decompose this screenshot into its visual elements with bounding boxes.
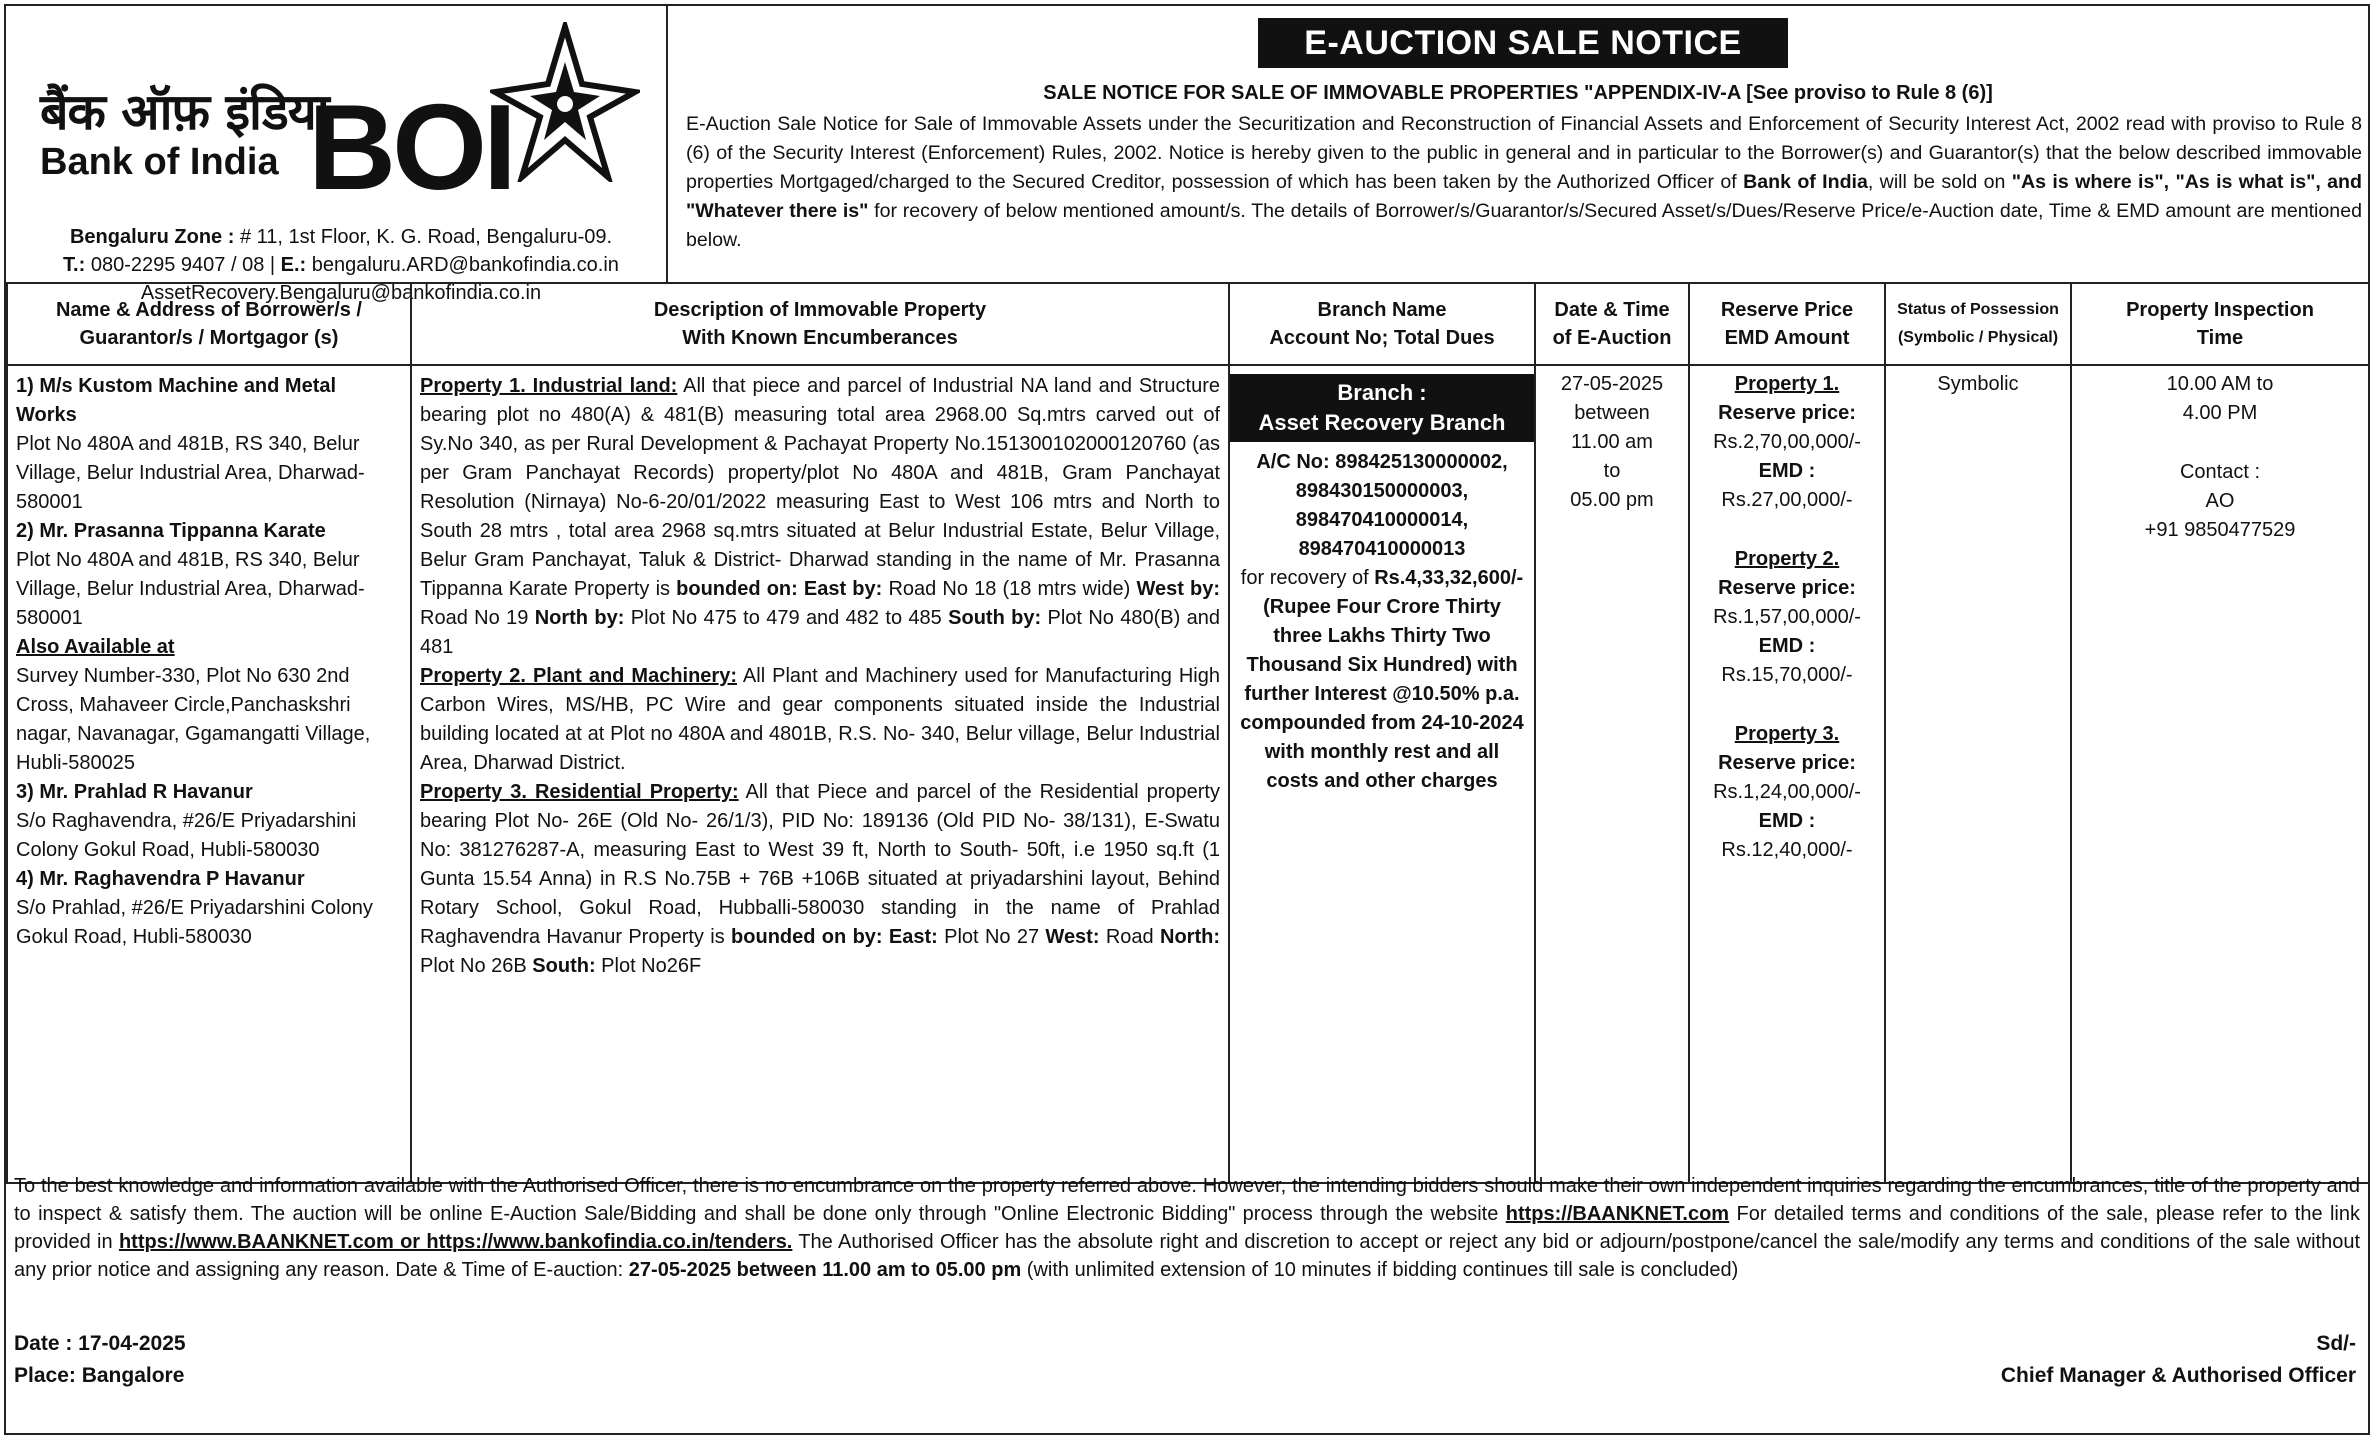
property-3-text: All that Piece and parcel of the Residential property bearing Plot No- 26E (Old No- 26/1/3), PID No: 189136 (Old PID No- 38/131), E-Swatu No: 381276287-A, measuring East to West 39 ft, North to South- 50ft, i.e 1950 sq.ft (1 Gunta 15.54 Anna) in R.S No.75B + 76B +106B situated at priyadarshini layout, Behind Rotary School, Gokul Road, Hubballi-580030 standing in the name of Prahlad Raghavendra Havanur Property is — [420, 781, 1220, 948]
branch-name: Asset Recovery Branch — [1258, 410, 1506, 435]
auction-end-time: 05.00 pm — [1570, 489, 1654, 511]
email-address: bengaluru.ARD@bankofindia.co.in — [311, 254, 619, 276]
auction-to: to — [1603, 460, 1621, 482]
property-1-south: Plot No 480(B) and 481 — [420, 607, 1220, 658]
bank-name-hindi: बैंक ऑफ़ इंडिया — [40, 83, 329, 141]
header-property-l2: With Known Encumberances — [682, 327, 958, 349]
emd-p1-label: EMD : — [1758, 460, 1816, 482]
header-borrowers: Name & Address of Borrower/s / Guarantor/s / Mortgagor (s) — [7, 283, 411, 365]
recovery-prefix: for recovery of — [1240, 567, 1375, 589]
table-header-row — [7, 283, 2369, 365]
table-row — [7, 365, 2369, 1183]
reserve-p2-label: Reserve price: — [1718, 577, 1856, 599]
intro-terms: "As is where is", "As is what is", and "Whatever there is" — [686, 171, 2362, 222]
property-3-south-label: South: — [532, 955, 596, 977]
header-branch-l1: Branch Name — [1317, 299, 1447, 321]
emd-p3-label: EMD : — [1758, 810, 1816, 832]
borrower-4-address: S/o Prahlad, #26/E Priyadarshini Colony Gokul Road, Hubli-580030 — [16, 897, 373, 948]
email-label: E.: — [280, 254, 307, 276]
baanknet-link[interactable]: https://BAANKNET.com — [1505, 1203, 1730, 1225]
property-1-text: All that piece and parcel of Industrial NA land and Structure bearing plot no 480(A) & 481(B) measuring total area 2968.00 Sq.mtrs carved out of Sy.No 340, as per Rural Development & Pachayat Property No.151300102000120760 (as per Gram Panchayat Records) property/plot No 480A and 481B, Gram Panchayat Resolution (Nirnaya) No-6-20/01/2022 measuring East to West 106 mtrs and North to South 28 mtrs , total area 2968 sq.mtrs situated at Belur Industrial Estate, Belur Village, Belur Gram Panchayat, Taluk & District- Dharwad standing in the name of Mr. Prasanna Tippanna Karate Property is — [420, 375, 1220, 600]
property-3-west: Road — [1099, 926, 1160, 948]
borrower-2-address: Plot No 480A and 481B, RS 340, Belur Village, Belur Industrial Area, Dharwad- 580001 — [16, 549, 365, 629]
recovery-amount: Rs.4,33,32,600/- (Rupee Four Crore Thirty three Lakhs Thirty Two Thousand Six Hundred) with further Interest @10.50% p.a. compounded from 24-10-2024 with monthly rest and all costs and other charges — [1240, 567, 1524, 792]
borrower-1-name: 1) M/s Kustom Machine and Metal Works — [16, 375, 337, 426]
footer-auction-datetime: 27-05-2025 between 11.00 am to 05.00 pm — [628, 1259, 1022, 1281]
reserve-p2-price: Rs.1,57,00,000/- — [1713, 606, 1861, 628]
auction-date: 27-05-2025 — [1560, 373, 1664, 395]
header-inspection-l2: Time — [2196, 327, 2244, 349]
reserve-p3-title: Property 3. — [1734, 723, 1840, 745]
account-numbers — [1238, 448, 1526, 564]
property-1-west: Road No 19 — [420, 607, 535, 629]
auction-start-time: 11.00 am — [1571, 431, 1653, 453]
reserve-p1-label: Reserve price: — [1718, 402, 1856, 424]
property-1-east: Road No 18 (18 mtrs wide) — [882, 578, 1137, 600]
branch-cell — [1229, 365, 1535, 1183]
zone-address: # 11, 1st Floor, K. G. Road, Bengaluru-09. — [239, 226, 613, 248]
header-property-l1: Description of Immovable Property — [653, 299, 987, 321]
notice-subtitle: SALE NOTICE FOR SALE OF IMMOVABLE PROPERTIES "APPENDIX-IV-A [See proviso to Rule 8 (6)] — [1043, 82, 1993, 104]
header-possession — [1885, 283, 2071, 365]
also-available-label: Also Available at — [16, 636, 175, 658]
property-cell — [411, 365, 1229, 1183]
tel-label: T.: — [63, 254, 86, 276]
borrower-1-address: Plot No 480A and 481B, RS 340, Belur Village, Belur Industrial Area, Dharwad- 580001 — [16, 433, 365, 513]
branch-label: Branch : — [1337, 380, 1427, 405]
emd-p2-label: EMD : — [1758, 635, 1816, 657]
zone-label: Bengaluru Zone : — [69, 226, 235, 248]
reserve-p3-label: Reserve price: — [1718, 752, 1856, 774]
intro-text-1: E-Auction Sale Notice for Sale of Immovable Assets under the Securitization and Reconstruction of Financial Assets and Enforcement of Security Interest Act, 2002 read with proviso to Rule 8 (6) of the Security Interest (Enforcement) Rules, 2002. Notice is hereby given to the public in general and in particular to the Borrower(s) and Guarantor(s) that the below described immovable properties Mortgaged/charged to the Secured Creditor, possession of which has been taken by the Authorized Officer of — [686, 113, 2362, 193]
signature-block — [2001, 1328, 2356, 1392]
inspection-time-l1: 10.00 AM to — [2166, 373, 2274, 395]
property-3-south: Plot No26F — [595, 955, 702, 977]
header-possession-l1: Status of Possession — [1897, 301, 2059, 318]
property-1-west-label: West by: — [1136, 578, 1220, 600]
notice-header — [6, 6, 2368, 304]
contact-phone: +91 9850477529 — [2144, 519, 2296, 541]
borrowers-cell — [7, 365, 411, 1183]
property-1-south-label: South by: — [948, 607, 1042, 629]
contact-name: AO — [2205, 490, 2235, 512]
total-dues — [1238, 564, 1526, 796]
account-no-3: 898470410000014, — [1295, 509, 1469, 531]
intro-text-2: , will be sold on — [1867, 171, 2012, 193]
notice-place: Place: Bangalore — [14, 1364, 185, 1387]
property-3-north: Plot No 26B — [420, 955, 533, 977]
notice-title-block — [668, 6, 2368, 282]
star-logo-icon — [490, 22, 640, 182]
reserve-p3-price: Rs.1,24,00,000/- — [1713, 781, 1861, 803]
property-3-label: Property 3. Residential Property: — [420, 781, 739, 803]
notice-title: E-AUCTION SALE NOTICE — [1258, 18, 1788, 68]
bank-logo-block — [6, 6, 668, 304]
footer-text-4: (with unlimited extension of 10 minutes if bidding continues till sale is concluded) — [1021, 1259, 1739, 1281]
auction-between: between — [1574, 402, 1650, 424]
emd-p2-amount: Rs.15,70,000/- — [1721, 664, 1853, 686]
contact-label: Contact : — [2179, 461, 2261, 483]
header-branch-l2: Account No; Total Dues — [1269, 327, 1495, 349]
borrower-2-name: 2) Mr. Prasanna Tippanna Karate — [16, 520, 326, 542]
reserve-p1-title: Property 1. — [1734, 373, 1840, 395]
header-reserve-l2: EMD Amount — [1724, 327, 1850, 349]
property-table — [6, 282, 2370, 1184]
header-property — [411, 283, 1229, 365]
reserve-price-cell — [1689, 365, 1885, 1183]
branch-name-box — [1230, 374, 1534, 442]
header-possession-l2: (Symbolic / Physical) — [1897, 329, 2059, 346]
reserve-p2-title: Property 2. — [1734, 548, 1840, 570]
borrower-3-name: 3) Mr. Prahlad R Havanur — [16, 781, 253, 803]
property-2-label: Property 2. Plant and Machinery: — [420, 665, 737, 687]
property-3-north-label: North: — [1160, 926, 1220, 948]
inspection-cell — [2071, 365, 2369, 1183]
email-address-2: AssetRecovery.Bengaluru@bankofindia.co.in — [140, 282, 542, 304]
inspection-time-l2: 4.00 PM — [2182, 402, 2258, 424]
account-no-1: A/C No: 898425130000002, — [1256, 451, 1508, 473]
property-3-west-label: West: — [1045, 926, 1100, 948]
terms-footer — [14, 1172, 2360, 1284]
property-3-east: Plot No 27 — [937, 926, 1046, 948]
terms-links[interactable]: https://www.BAANKNET.com or https://www.bankofindia.co.in/tenders. — [118, 1231, 793, 1253]
signature: Sd/- — [2316, 1332, 2356, 1355]
sale-notice — [4, 4, 2370, 1435]
date-place — [14, 1328, 186, 1392]
property-3-bounded: bounded on by: East: — [731, 926, 938, 948]
footer-text-1: To the best knowledge and information available with the Authorised Officer, there is no encumbrance on the property referred above. However, the intending bidders should make their own independent inquiries regarding the encumbrances, title of the property and to inspect & satisfy them. The auction will be online E-Auction Sale/Bidding and shall be done only through "Online Electronic Bidding" process through the website — [14, 1175, 2360, 1225]
header-reserve-l1: Reserve Price — [1720, 299, 1854, 321]
property-1-north-label: North by: — [534, 607, 625, 629]
header-inspection-l1: Property Inspection — [2126, 299, 2314, 321]
header-auction-date — [1535, 283, 1689, 365]
possession-status: Symbolic — [1937, 373, 2019, 395]
header-inspection — [2071, 283, 2369, 365]
footer-text-3: The Authorised Officer has the absolute right and discretion to accept or reject any bid or adjourn/postpone/cancel the sale/modify any terms and conditions of the sale without any prior notice and assigning any reason. Date & Time of E-auction: — [14, 1231, 2361, 1281]
possession-cell — [1885, 365, 2071, 1183]
reserve-p1-price: Rs.2,70,00,000/- — [1713, 431, 1861, 453]
intro-bank: Bank of India — [1743, 171, 1868, 193]
notice-date: Date : 17-04-2025 — [14, 1332, 186, 1355]
borrower-3-address: S/o Raghavendra, #26/E Priyadarshini Colony Gokul Road, Hubli-580030 — [16, 810, 357, 861]
notice-intro — [686, 110, 2362, 255]
emd-p1-amount: Rs.27,00,000/- — [1721, 489, 1853, 511]
property-1-label: Property 1. Industrial land: — [420, 375, 678, 397]
header-auction-l1: Date & Time — [1554, 299, 1670, 321]
auction-date-cell — [1535, 365, 1689, 1183]
borrower-4-name: 4) Mr. Raghavendra P Havanur — [16, 868, 305, 890]
property-2-text: All Plant and Machinery used for Manufacturing High Carbon Wires, MS/HB, PC Wire and gear components situated inside the Industrial building located at at Plot no 480A and 4801B, R.S. No- 340, Belur village, Belur Industrial Area, Dharwad District. — [420, 665, 1220, 774]
footer-text-2: For detailed terms and conditions of the sale, please refer to the link provided in — [14, 1203, 2360, 1253]
header-auction-l2: of E-Auction — [1552, 327, 1672, 349]
also-available-address: Survey Number-330, Plot No 630 2nd Cross, Mahaveer Circle,Panchaskshri nagar, Navanagar, Ggamangatti Village, Hubli-580025 — [16, 665, 371, 774]
account-no-4: 898470410000013 — [1298, 538, 1466, 560]
boi-logo-text: BOI — [308, 79, 513, 215]
header-branch — [1229, 283, 1535, 365]
property-1-north: Plot No 475 to 479 and 482 to 485 — [624, 607, 949, 629]
property-1-bounded: bounded on: East by: — [676, 578, 883, 600]
bank-name-english: Bank of India — [40, 141, 279, 183]
intro-text-3: for recovery of below mentioned amount/s. The details of Borrower/s/Guarantor/s/Secured Asset/s/Dues/Reserve Price/e-Auction date, Time & EMD amount are mentioned below. — [686, 200, 2362, 251]
tel-number: 080-2295 9407 / 08 | — [90, 254, 276, 276]
officer-title: Chief Manager & Authorised Officer — [2000, 1364, 2356, 1387]
account-no-2: 898430150000003, — [1295, 480, 1469, 502]
emd-p3-amount: Rs.12,40,000/- — [1721, 839, 1853, 861]
header-reserve-price — [1689, 283, 1885, 365]
